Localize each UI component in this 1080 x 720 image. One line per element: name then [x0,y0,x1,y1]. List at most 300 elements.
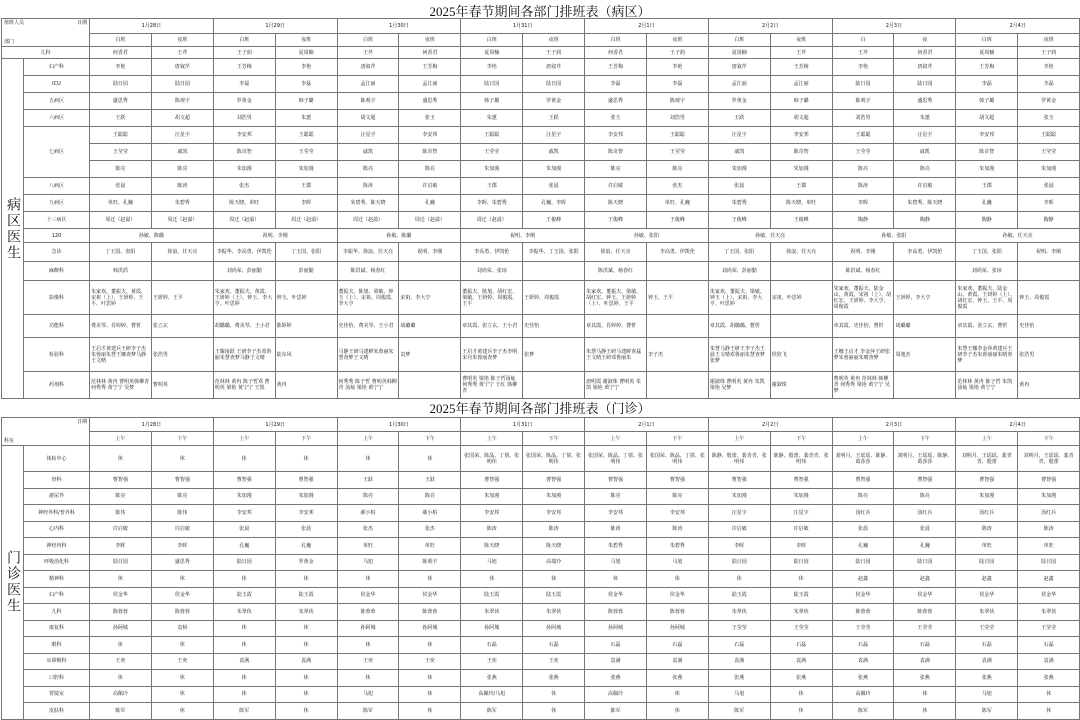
schedule-cell: 王莹莹 [708,620,770,637]
shift-header: 白 [832,34,894,47]
schedule-cell: 张玉 [585,110,647,127]
schedule-cell: 陈奇智 [399,144,461,161]
schedule-cell: 张杰 [399,521,461,538]
table-row [2,212,1080,229]
schedule-cell: 陆日园 [90,76,152,93]
dept-cell: 检验科 [24,338,90,372]
schedule-cell: 陈奇智 [213,144,275,161]
schedule-cell: 袁桥 [151,620,213,637]
shift-header: 白班 [585,34,647,47]
schedule-cell: 休 [337,637,399,654]
schedule-cell: 何香君 [399,47,461,59]
schedule-cell: 孔巍 [832,538,894,555]
schedule-cell: 休 [213,637,275,654]
date-header: 2月1日 [585,19,709,34]
schedule-cell [1018,262,1080,281]
date-header: 2月2日 [708,19,832,34]
schedule-cell: 戚凯 [151,144,213,161]
corner-date-label: 日期 [76,20,87,26]
schedule-cell: 王奕 [90,653,152,670]
schedule-cell: 张晨 [275,521,337,538]
date-header: 2月3日 [832,418,956,432]
clinic-title: 2025年春节期间各部门排班表（门诊） [429,401,651,416]
schedule-cell: 唐叙芹 [523,59,585,76]
schedule-cell: 张梦 [523,338,585,372]
schedule-cell: 休 [151,670,213,687]
schedule-cell: 休 [1018,686,1080,703]
schedule-cell: 刘浩男 [832,110,894,127]
schedule-cell: 王芹 [337,47,399,59]
schedule-cell: 陈亮 [90,488,152,505]
schedule-cell: 王子润 [646,47,708,59]
schedule-cell: 王奕 [461,653,523,670]
schedule-cell: 祝明、李刚 [213,229,337,243]
shift-header: 夜班 [151,34,213,47]
schedule-cell [523,262,585,281]
schedule-cell: 王芳梅 [585,59,647,76]
schedule-cell: 王聪聪 [275,127,337,144]
schedule-cell: 许启敏 [894,178,956,195]
schedule-cell: 李晖 [275,195,337,212]
schedule-cell: 王妍婷、李大亨 [894,281,956,315]
schedule-cell: 马旭 [337,686,399,703]
schedule-cell: 张燕 [708,670,770,687]
schedule-cell: 王跃 [337,472,399,489]
schedule-cell: 王俊峰 [585,212,647,229]
schedule-cell: 陈亮 [585,488,647,505]
table-row [2,127,1080,144]
schedule-cell: 章其霞、胡璐璐、曹忻 [708,315,770,338]
schedule-cell: 朱加漫 [956,161,1018,178]
schedule-cell: 李振华、丁玉国、张阳 [523,243,585,262]
schedule-cell: 张国荣、陈晶、丁倩、张明伟 [646,446,708,472]
schedule-cell: 陈奇智 [585,144,647,161]
schedule-cell: 王妍婷、王平 [151,281,213,315]
schedule-cell: 陈天晓、单旺 [770,195,832,212]
schedule-cell: 曹智强 [275,472,337,489]
schedule-cell [894,372,956,399]
date-header: 2月3日 [832,19,956,34]
schedule-cell: 陈军 [90,703,152,720]
schedule-cell: 李晖 [770,538,832,555]
schedule-cell: 罗黄金 [213,93,275,110]
dept-cell: 功能科 [24,315,90,338]
schedule-cell: 盛思秀 [585,93,647,110]
schedule-cell: 汪星宇 [337,127,399,144]
schedule-cell: 孙阿城 [337,620,399,637]
schedule-cell: 李艳 [832,59,894,76]
schedule-cell: 朱慧马静王研王李子杰王晨王文晴邓鲁丽朱慧查梦张梦 [708,338,770,372]
corner-dept-label: 科室 [4,438,15,444]
schedule-cell: 王莹莹 [770,620,832,637]
schedule-cell: 张燕 [770,670,832,687]
schedule-cell: 张燕 [956,670,1018,687]
schedule-cell: 盛思秀 [399,93,461,110]
schedule-cell: 徐浪、任天亮 [151,243,213,262]
dept-cell: 妇产科 [24,59,90,76]
schedule-cell: 盛思秀 [90,93,152,110]
schedule-cell [770,262,832,281]
halfday-header: 上午 [832,432,894,446]
schedule-cell: 马旭 [956,686,1018,703]
table-row [2,315,1080,338]
schedule-cell: 许启敏 [770,521,832,538]
shift-header: 夜班 [275,34,337,47]
schedule-cell: 刘明月、王瑶瑶、陈静、葛莎莎 [894,446,956,472]
schedule-cell: 陆日园 [956,554,1018,571]
schedule-cell: 侯金华 [585,587,647,604]
dept-cell: 精神科 [24,571,90,588]
table-row [2,195,1080,212]
table-row [2,488,1080,505]
schedule-cell: 石磊 [523,637,585,654]
schedule-cell [646,372,708,399]
date-header: 1月30日 [337,19,461,34]
date-header: 1月29日 [213,19,337,34]
schedule-cell: 陈天晓 [523,538,585,555]
schedule-cell: 汪星宇 [708,505,770,522]
schedule-cell: 朱加漫 [708,161,770,178]
table-row [2,472,1080,489]
schedule-cell: 朱家欢、董振夫、黄霞、王妍婷（上）、钟玉、李大亨、叶思婷 [213,281,275,315]
schedule-cell: 陆日园 [461,76,523,93]
schedule-cell: 休 [770,571,832,588]
schedule-cell: 休 [399,571,461,588]
schedule-cell: 周逸杰 [894,338,956,372]
shift-header: 夜班 [399,34,461,47]
schedule-cell: 侯金华 [832,587,894,604]
schedule-cell: 王莹莹 [956,620,1018,637]
table-row [2,59,1080,76]
schedule-cell: 休 [646,571,708,588]
schedule-cell: 唐明霞 谢淑珠 曹明英 朱凯 梁艳 黄宁宁 [585,372,647,399]
schedule-cell: 单旺 [956,538,1018,555]
schedule-cell: 朱加漫 [213,488,275,505]
schedule-cell: 陆玉霞 [523,587,585,604]
schedule-cell: 孙敏、张阳 [832,229,956,243]
schedule-cell: 陈蓉蓉 [399,604,461,621]
schedule-cell: 韩子璐 [275,93,337,110]
schedule-cell: 胡文超 [956,110,1018,127]
schedule-cell: 孙阿城 [646,620,708,637]
schedule-cell: 王奕 [523,653,585,670]
table-row [2,653,1080,670]
schedule-cell: 休 [275,571,337,588]
schedule-cell: 张杰 [213,178,275,195]
dept-cell: 药剂科 [24,372,90,399]
schedule-cell: 王子润 [1018,47,1080,59]
schedule-cell: 胡文超 [151,110,213,127]
schedule-cell: 胡文超 [337,110,399,127]
schedule-cell: 王子润 [213,47,275,59]
halfday-header: 下午 [770,432,832,446]
schedule-cell: 周迁（赵溢） [337,212,399,229]
schedule-cell: 袁满 [585,653,647,670]
schedule-cell: 周迁（赵溢） [213,212,275,229]
schedule-cell: 李子杰 [646,338,708,372]
halfday-header: 上午 [337,432,399,446]
schedule-cell: 侯金华 [894,587,956,604]
dept-cell: 呼吸消化科 [24,554,90,571]
schedule-cell: 王跃 [523,110,585,127]
schedule-cell: 休 [151,637,213,654]
shift-header: 白班 [90,34,152,47]
table-row [2,178,1080,195]
dept-cell: 泌尿外 [24,488,90,505]
schedule-cell [523,372,585,399]
schedule-cell: 汤红兵 [1018,505,1080,522]
dept-cell: 心内科 [24,521,90,538]
schedule-cell: 王芳梅 [213,59,275,76]
schedule-cell: 陈蓉蓉 [337,604,399,621]
schedule-cell: 陈涛 [523,521,585,538]
schedule-cell: 孔巍、李晖 [523,195,585,212]
schedule-cell: 李安邦 [213,505,275,522]
schedule-cell: 丁玉国、张阳 [90,243,152,262]
halfday-header: 下午 [399,432,461,446]
schedule-cell: 张燕 [523,670,585,687]
schedule-cell: 夏周楠 [275,47,337,59]
halfday-header: 下午 [151,432,213,446]
schedule-cell: 休 [275,703,337,720]
schedule-cell: 朱加漫 [275,488,337,505]
schedule-cell: 赵鑫 [956,571,1018,588]
schedule-cell: 马静王研马建鲜朱蓉丽朱慧查梦王文晴 [337,338,399,372]
schedule-cell: 曹智强 [956,472,1018,489]
schedule-cell: 陈奇智 [770,144,832,161]
schedule-cell: 李晖 [708,538,770,555]
schedule-cell: 李安邦 [956,127,1018,144]
schedule-cell: 王奕 [151,653,213,670]
schedule-cell: 史佳怡 [523,315,585,338]
schedule-cell: 曹智强 [646,472,708,489]
dept-cell: 六病区 [24,110,90,127]
schedule-cell: 朱翠侠 [770,604,832,621]
schedule-cell: 何香君 [585,47,647,59]
schedule-cell: 朱加漫 [1018,488,1080,505]
schedule-cell: 朱加漫 [1018,161,1080,178]
schedule-cell: 张燕 [585,670,647,687]
schedule-cell: 陈观宇 [337,93,399,110]
schedule-cell: 刘浩男 [213,110,275,127]
schedule-cell: 孙敏、张阳 [585,229,709,243]
schedule-cell: 汤红兵 [832,505,894,522]
schedule-cell: 休 [275,637,337,654]
schedule-cell: 张浩男 [1018,338,1080,372]
schedule-cell: 陈涛 [956,521,1018,538]
schedule-cell: 陈观宇 [832,93,894,110]
schedule-cell: 休 [399,703,461,720]
schedule-cell: 张浩男 [151,338,213,372]
schedule-cell: 袁满 [213,653,275,670]
halfday-header: 下午 [523,432,585,446]
schedule-cell: 韩子璐 [461,93,523,110]
schedule-cell: 刘明月、王瑶瑶、裴青青、殷蕾 [1018,446,1080,472]
schedule-cell: 袁满 [1018,653,1080,670]
schedule-cell: 李磊 [646,76,708,93]
schedule-cell: 朱家欢、董振夫、梁敏、胡红宏、钟玉、王妍婷（上）、叶思婷、王平 [585,281,647,315]
table-row-120 [2,229,1080,243]
dept-cell: 神经外科/普外科 [24,505,90,522]
schedule-cell: 侯金华 [646,587,708,604]
shift-header: 白班 [708,34,770,47]
schedule-cell: 钟玉、周俊霞 [1018,281,1080,315]
dept-cell: 骨科 [24,472,90,489]
schedule-cell: 李振华、李高勇、伊凯伦 [213,243,275,262]
schedule-cell: 休 [151,703,213,720]
schedule-cell: 戚凯 [523,144,585,161]
table-row [2,93,1080,110]
schedule-cell: 王耀南跃 王研李子杰邓鲁丽朱慧查梦马静王文晴 [213,338,275,372]
schedule-cell: 袁满 [646,653,708,670]
schedule-cell: 罗黄金 [523,93,585,110]
schedule-cell: 朱碧秀 [151,195,213,212]
schedule-cell: 陆日园 [894,76,956,93]
schedule-cell: 范林林 黄冉 陈子哲 朱凯汤灿 梁艳 黄宁宁 [956,372,1018,399]
halfday-row [2,432,1080,446]
shift-header: 白班 [461,34,523,47]
schedule-cell: 休 [151,571,213,588]
shift-header: 白班 [337,34,399,47]
schedule-cell: 张国荣、陈晶、丁倩、张明伟 [523,446,585,472]
schedule-cell: 王俊峰 [646,212,708,229]
schedule-cell: 王俊峰 [770,212,832,229]
schedule-cell: 王聪聪 [461,127,523,144]
schedule-cell: 刘尚荣、张琼 [461,262,523,281]
dept-cell: 五病区 [24,93,90,110]
schedule-cell: 朱翠侠 [956,604,1018,621]
schedule-cell: 侯金华 [90,587,152,604]
schedule-cell: 王聪聪 [90,127,152,144]
date-header: 2月2日 [708,418,832,432]
schedule-cell: 陈亮 [337,161,399,178]
schedule-cell: 陶静 [832,212,894,229]
schedule-cell: 孙阿城 [585,620,647,637]
table-row [2,686,1080,703]
schedule-cell: 休 [523,571,585,588]
schedule-cell: 张晨 [213,521,275,538]
schedule-cell: 黄冉 [1018,372,1080,399]
schedule-cell [151,262,213,281]
date-header: 1月29日 [213,418,337,432]
schedule-cell: 王奕 [337,653,399,670]
schedule-cell: 章其霞、肖婷婷、曹忻 [585,315,647,338]
schedule-cell: 陈军 [461,703,523,720]
dept-cell: ICU [24,76,90,93]
schedule-cell: 陆日园 [1018,554,1080,571]
table-row [2,281,1080,315]
schedule-cell: 高佩玲/马旭 [461,686,523,703]
schedule-cell: 马旭 [461,554,523,571]
schedule-cell: 陈洪斌、杨春红 [585,262,647,281]
schedule-cell: 朱加漫 [770,161,832,178]
schedule-cell: 孟江丽 [337,76,399,93]
table-row [2,505,1080,522]
schedule-cell: 休 [461,571,523,588]
schedule-cell: 谢淑珠 [770,372,832,399]
schedule-cell: 朱碧秀 [646,538,708,555]
schedule-cell: 休 [90,637,152,654]
schedule-cell: 朱加漫 [275,161,337,178]
schedule-cell: 朱蕙 [275,110,337,127]
schedule-cell: 祝明、李刚 [1018,243,1080,262]
schedule-cell: 陈婷婷 [275,315,337,338]
schedule-cell: 许启敏 [90,521,152,538]
table-row [2,587,1080,604]
schedule-cell: 李高勇、伊凯伦 [894,243,956,262]
schedule-cell: 朱慧马静王研马建鲜查磊王文晴王研邓鲁丽朱 [585,338,647,372]
schedule-cell: 李安邦 [770,127,832,144]
schedule-cell [770,315,832,338]
schedule-cell: 陈蓉蓉 [832,604,894,621]
schedule-cell: 周迁（赵溢） [275,212,337,229]
schedule-cell: 李安邦 [585,127,647,144]
schedule-cell: 休 [894,703,956,720]
schedule-cell: 袁满 [894,653,956,670]
schedule-cell: 孙敏、任天亮 [708,229,832,243]
schedule-cell: 高佩玲 [90,686,152,703]
schedule-cell: 赵鑫 [832,571,894,588]
schedule-cell: 李安邦 [399,127,461,144]
schedule-cell: 朱翠侠 [275,604,337,621]
schedule-cell: 张玉 [399,110,461,127]
table-row [2,372,1080,399]
schedule-cell: 李艳 [461,59,523,76]
schedule-cell: 孙敏、陈璐 [90,229,214,243]
dept-cell: 八病区 [24,178,90,195]
schedule-cell: 李晖 [90,538,152,555]
schedule-cell: 陈亮 [151,488,213,505]
schedule-cell: 何香君 [894,47,956,59]
schedule-cell: 胡璐璐、费美琴、王小君 [213,315,275,338]
schedule-cell: 曹智强 [770,472,832,489]
schedule-cell: 张国荣、陈晶、丁倩、张明伟 [461,446,523,472]
ward-schedule-table [1,18,1080,399]
shift-header: 白班 [956,34,1018,47]
schedule-cell: 王芹 [151,47,213,59]
halfday-header: 上午 [90,432,152,446]
schedule-cell: 周迁（赵溢） [90,212,152,229]
schedule-cell: 休 [399,686,461,703]
date-header: 2月4日 [956,19,1080,34]
schedule-cell: 张晨 [523,178,585,195]
schedule-cell: 朱加漫 [770,488,832,505]
schedule-cell: 朱加漫 [956,488,1018,505]
schedule-cell: 唐叙芹 [894,59,956,76]
schedule-cell: 休 [585,571,647,588]
schedule-cell: 孔巍 [275,538,337,555]
schedule-cell: 朱翠侠 [708,604,770,621]
schedule-cell: 朱家欢、董振夫、陆金山、黄霞、王妍婷（上）、胡红宏、钟玉、王平、周俊霞 [956,281,1018,315]
schedule-cell: 朱蕙 [461,110,523,127]
schedule-cell: 陈亮 [894,488,956,505]
schedule-cell: 曹明英 [151,372,213,399]
schedule-cell: 赵鑫 [1018,571,1080,588]
schedule-cell: 许启敏 [151,521,213,538]
schedule-cell: 徐浪、任天亮 [585,243,647,262]
schedule-cell: 董振夫、陈旭、胡红宏、梁敏、王妍婷、周俊霞、王平 [461,281,523,315]
dept-cell: 儿科 [2,47,90,59]
schedule-cell: 陈蓉蓉 [90,604,152,621]
side-label: 病区医生 [2,59,24,399]
schedule-cell: 许启敏 [399,178,461,195]
schedule-cell: 陆东风 [275,338,337,372]
schedule-cell: 盛思秀 [894,93,956,110]
dept-cell: 十三病区 [24,212,90,229]
schedule-cell: 周迁（赵溢） [461,212,523,229]
schedule-cell: 王郡 [275,178,337,195]
schedule-cell: 陈伟 [90,505,152,522]
